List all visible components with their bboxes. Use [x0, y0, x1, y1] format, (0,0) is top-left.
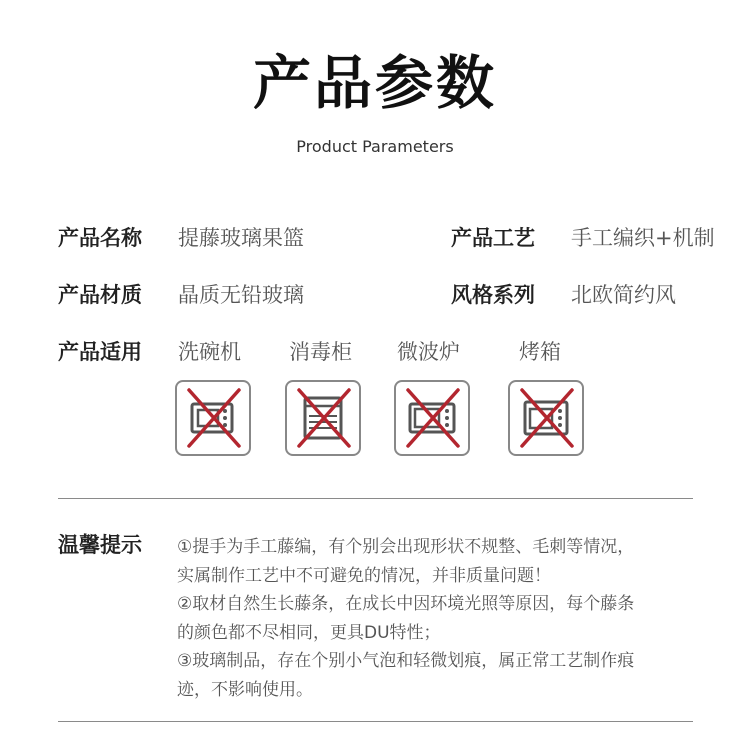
notes-label: 温馨提示: [58, 533, 142, 557]
top-divider: [58, 498, 693, 499]
param-value-name: 提藤玻璃果篮: [178, 226, 304, 250]
usage-item-microwave: 微波炉: [397, 340, 460, 364]
param-value-material: 晶质无铅玻璃: [178, 283, 304, 307]
notes-line: ③玻璃制品，存在个别小气泡和轻微划痕，属正常工艺制作痕: [177, 651, 635, 671]
param-value-style: 北欧简约风: [571, 283, 676, 307]
microwave-icon: [394, 380, 470, 456]
oven-icon: [508, 380, 584, 456]
page-subtitle: Product Parameters: [296, 137, 454, 156]
page-title: 产品参数: [252, 49, 497, 117]
param-value-craft: 手工编织+机制: [571, 226, 715, 250]
param-label-craft: 产品工艺: [451, 226, 535, 250]
param-label-material: 产品材质: [58, 283, 142, 307]
notes-line: ①提手为手工藤编，有个别会出现形状不规整、毛刺等情况，: [177, 537, 635, 557]
sterilizer-cabinet-icon: [285, 380, 361, 456]
usage-item-dishwasher: 洗碗机: [178, 340, 241, 364]
dishwasher-icon: [175, 380, 251, 456]
notes-line: 实属制作工艺中不可避免的情况，并非质量问题！: [177, 565, 551, 586]
param-label-name: 产品名称: [58, 226, 142, 250]
notes-text: [177, 533, 717, 704]
notes-line: 的颜色都不尽相同，更具DU特性；: [177, 622, 441, 643]
bottom-divider: [58, 721, 693, 722]
notes-line: 迹，不影响使用。: [177, 679, 313, 700]
param-label-style: 风格系列: [451, 283, 535, 307]
notes-line: ②取材自然生长藤条，在成长中因环境光照等原因，每个藤条: [177, 594, 635, 614]
usage-item-oven: 烤箱: [519, 340, 561, 364]
usage-label: 产品适用: [58, 340, 142, 364]
usage-item-sterilizer: 消毒柜: [289, 340, 352, 364]
